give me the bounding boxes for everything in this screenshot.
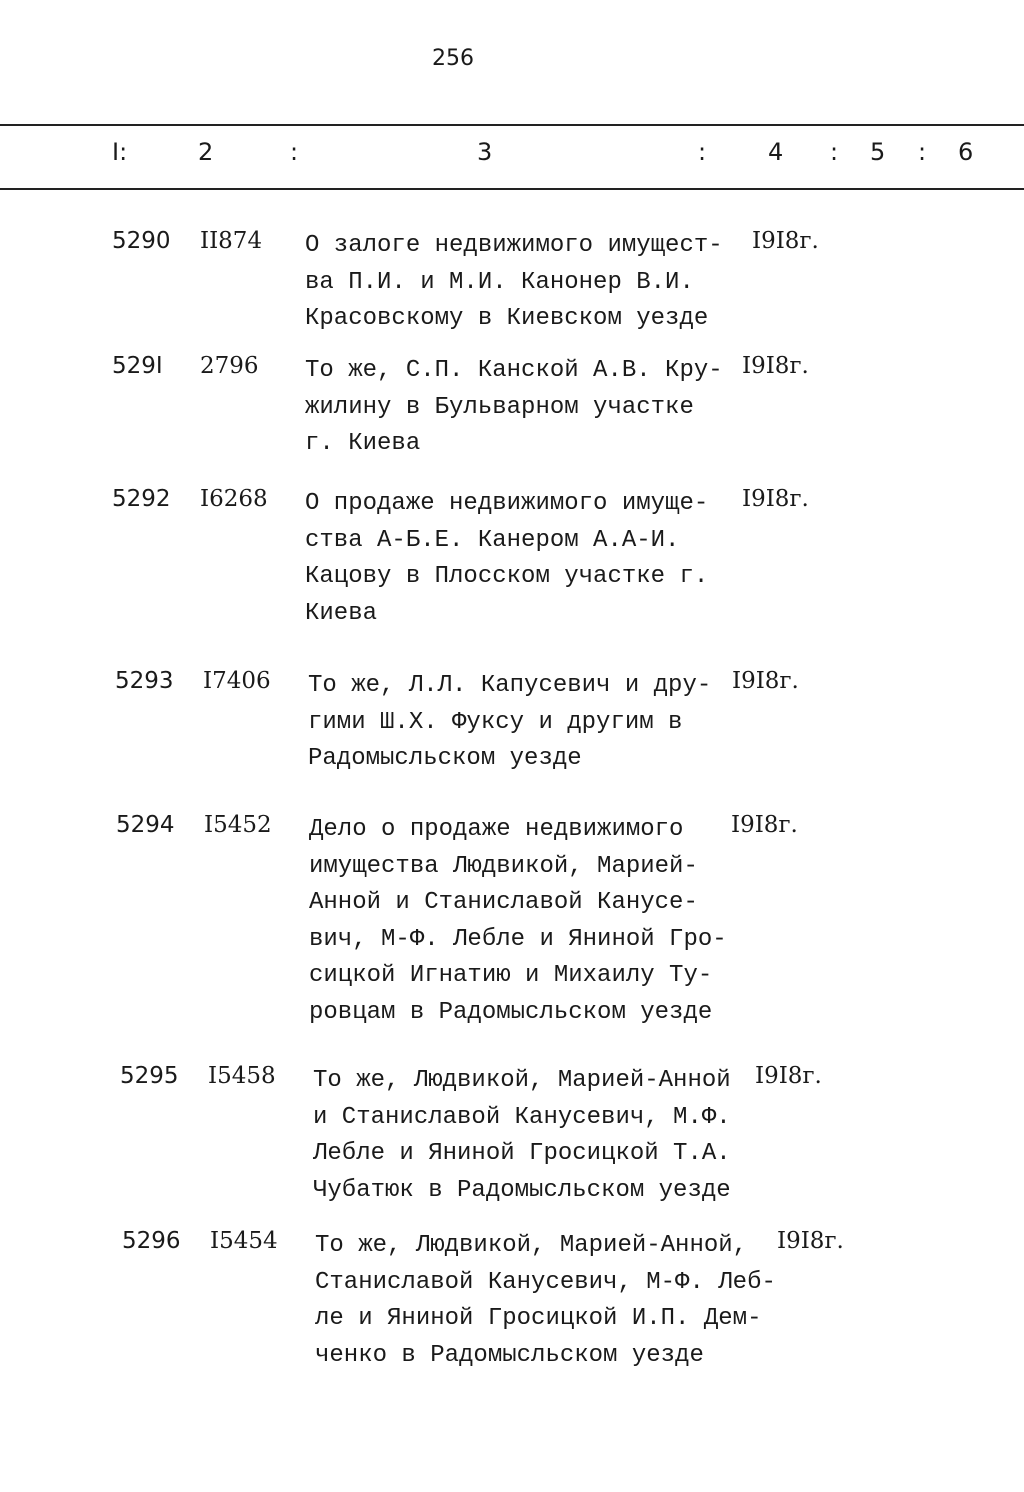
description-line: и Станиславой Канусевич, М.Ф.: [313, 1103, 731, 1131]
description-line: жилину в Бульварном участке: [305, 393, 694, 421]
entry-description: [315, 1228, 776, 1374]
description-line: ства А-Б.Е. Канером А.А-И.: [305, 526, 680, 554]
entry-number: 5294: [116, 812, 175, 838]
column-separator: :: [830, 138, 839, 166]
column-separator: :: [290, 138, 299, 166]
description-line: О продаже недвижимого имуще-: [305, 490, 709, 517]
entry-description: [305, 486, 708, 632]
column-header-2: 2: [198, 138, 214, 166]
entry-number: 5293: [115, 668, 174, 694]
description-line: О залоге недвижимого имущест-: [305, 232, 723, 259]
entry-year: I9I8г.: [742, 486, 809, 512]
column-header-1: I:: [112, 138, 128, 166]
description-line: Красовскому в Киевском уезде: [305, 305, 709, 332]
description-line: То же, С.П. Канской А.В. Кру-: [305, 357, 723, 384]
description-line: вич, М-Ф. Лебле и Яниной Гро-: [309, 925, 727, 953]
entry-description: [305, 353, 723, 463]
column-header-5: 5: [870, 138, 886, 166]
description-line: Кацову в Плосском участке г.: [305, 563, 709, 590]
description-line: сицкой Игнатию и Михаилу Ту-: [309, 962, 713, 989]
entry-year: I9I8г.: [742, 353, 809, 379]
entry-year: I9I8г.: [777, 1228, 844, 1254]
entry-description: [308, 668, 711, 778]
column-header-4: 4: [768, 138, 784, 166]
archive-number: I5452: [204, 812, 272, 838]
description-line: То же, Л.Л. Капусевич и дру-: [308, 672, 712, 699]
entry-number: 5296: [122, 1228, 181, 1254]
description-line: Станиславой Канусевич, М-Ф. Леб-: [315, 1268, 776, 1296]
description-line: гими Ш.Х. Фуксу и другим в: [308, 708, 683, 736]
header-top-rule: [0, 124, 1024, 126]
archive-number: I7406: [203, 668, 271, 694]
description-line: Чубатюк в Радомысльском уезде: [313, 1176, 731, 1204]
entry-number: 5295: [120, 1063, 179, 1089]
description-line: То же, Людвикой, Марией-Анной,: [315, 1232, 748, 1259]
description-line: То же, Людвикой, Марией-Анной: [313, 1067, 731, 1094]
entry-number: 5290: [112, 228, 171, 254]
description-line: г. Киева: [305, 430, 421, 457]
entry-year: I9I8г.: [731, 812, 798, 838]
description-line: Радомысльском уезде: [308, 745, 582, 772]
description-line: ле и Яниной Гросицкой И.П. Дем-: [315, 1305, 762, 1332]
description-line: Киева: [305, 599, 378, 627]
archive-number: I5458: [208, 1063, 276, 1089]
entry-description: [305, 228, 723, 338]
entry-year: I9I8г.: [752, 228, 819, 254]
archive-number: II874: [200, 228, 263, 254]
archive-number: I5454: [210, 1228, 278, 1254]
entry-year: I9I8г.: [732, 668, 799, 694]
entry-description: [313, 1063, 731, 1209]
entry-number: 5292: [112, 486, 171, 512]
archive-number: 2796: [200, 353, 259, 379]
archive-number: I6268: [200, 486, 268, 512]
column-separator: :: [918, 138, 927, 166]
entry-year: I9I8г.: [755, 1063, 822, 1089]
description-line: ровцам в Радомысльском уезде: [309, 998, 713, 1026]
description-line: имущества Людвикой, Марией-: [309, 852, 698, 880]
page-number: 256: [432, 46, 474, 71]
header-bottom-rule: [0, 188, 1024, 190]
column-separator: :: [698, 138, 707, 166]
description-line: Анной и Станиславой Канусе-: [309, 889, 698, 916]
description-line: ченко в Радомысльском уезде: [315, 1341, 704, 1369]
description-line: Лебле и Яниной Гросицкой Т.А.: [313, 1140, 731, 1167]
column-header-6: 6: [958, 138, 974, 166]
description-line: Дело о продаже недвижимого: [309, 816, 684, 843]
column-header-3: 3: [477, 138, 493, 166]
description-line: ва П.И. и М.И. Канонер В.И.: [305, 268, 694, 296]
entry-number: 529I: [112, 353, 163, 379]
entry-description: [309, 812, 727, 1031]
